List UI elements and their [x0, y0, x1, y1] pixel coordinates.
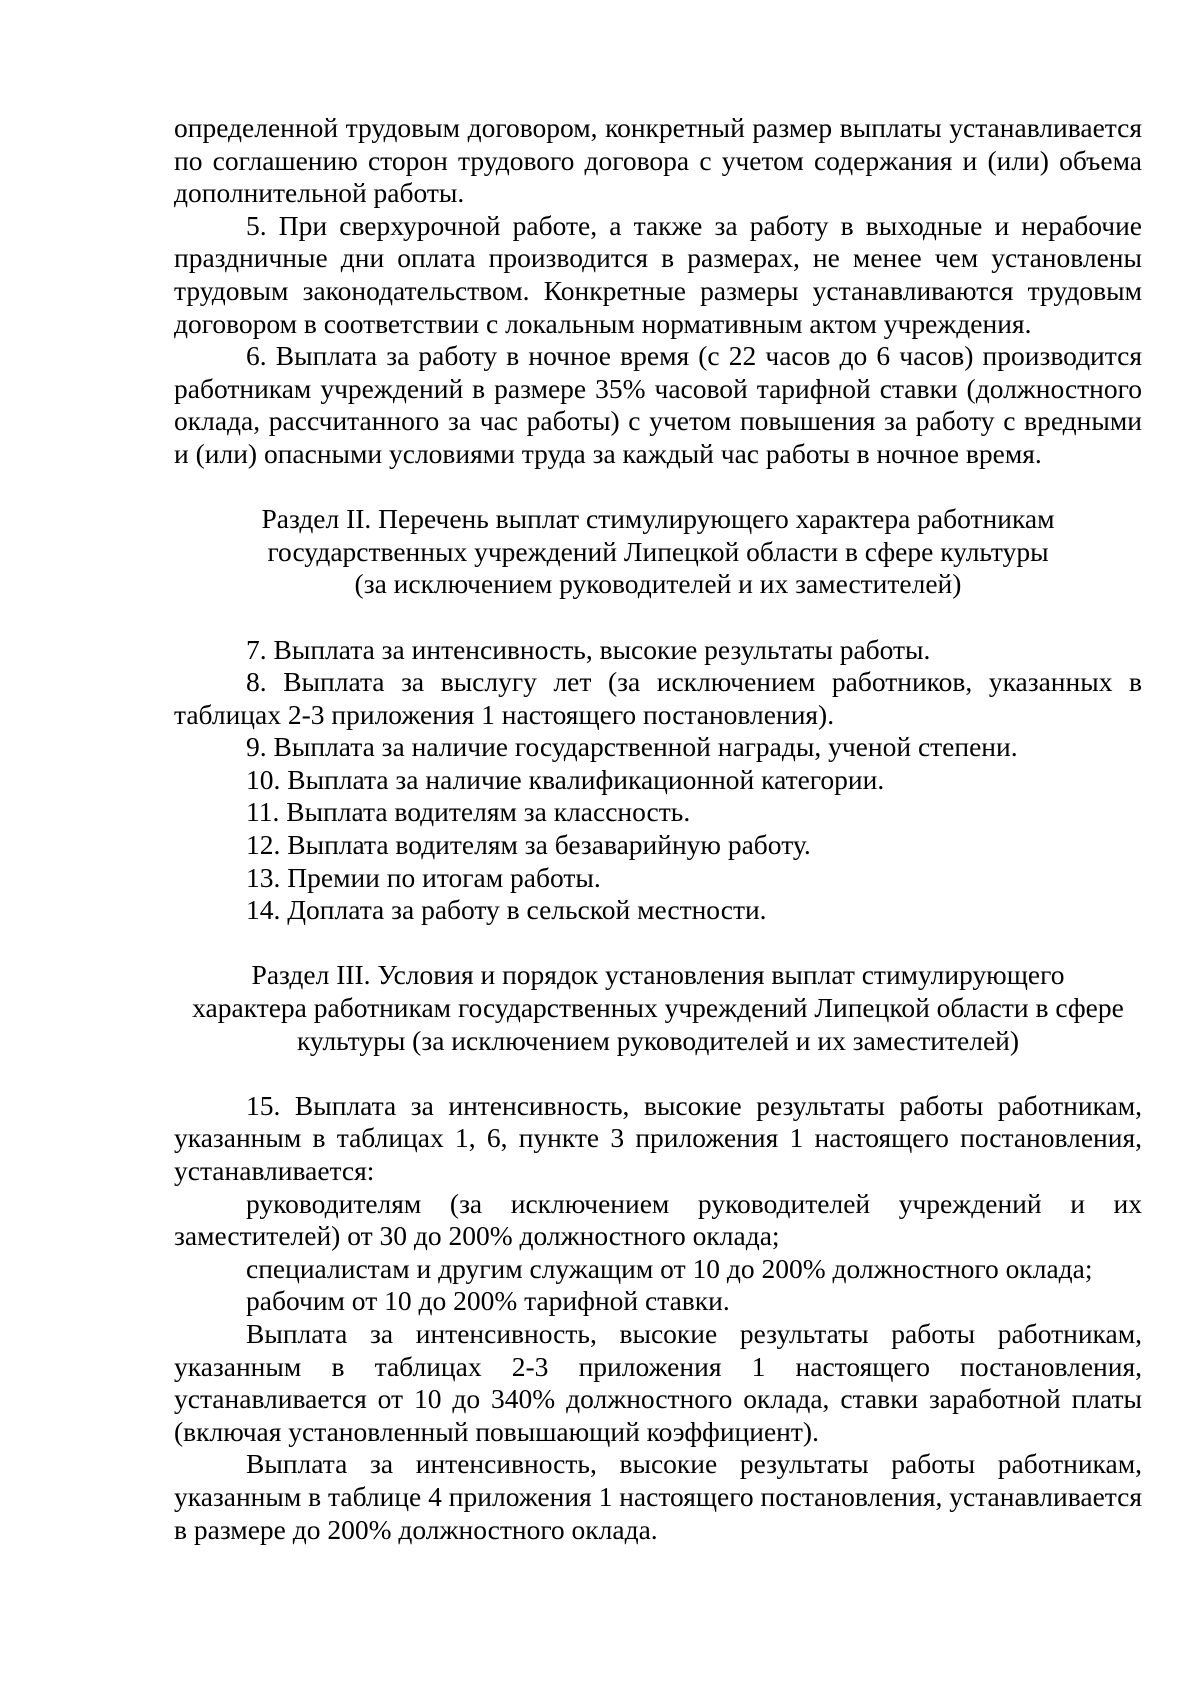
- paragraph-12: 12. Выплата водителям за безаварийную работу.: [246, 829, 811, 861]
- paragraph-6: 6. Выплата за работу в ночное время (с 22 часов до 6 часов) производится работникам учреждений в размере 35% часовой тарифной ставки (должностного оклада, рассчитанного за час работы) с учетом повышения за работу с вредными и (или) опасными условиями труда за каждый час работы в ночное время.: [174, 340, 1142, 469]
- paragraph-15-specialists: специалистам и другим служащим от 10 до 200% должностного оклада;: [246, 1252, 1093, 1284]
- spacer: [174, 927, 1142, 960]
- paragraph-15: 15. Выплата за интенсивность, высокие результаты работы работникам, указанным в таблицах 1, 6, пункте 3 приложения 1 настоящего постановления, устанавливается:: [174, 1089, 1142, 1186]
- section-3-heading: [174, 959, 1142, 1057]
- paragraph-15-table-4: Выплата за интенсивность, высокие результаты работы работникам, указанным в таблице 4 приложения 1 настоящего постановления, устанавливается в размере до 200% должностного оклада.: [174, 1448, 1142, 1545]
- paragraph-continuation: определенной трудовым договором, конкретный размер выплаты устанавливается по соглашению сторон трудового договора с учетом содержания и (или) объема дополнительной работы.: [174, 112, 1142, 209]
- section-2-heading: [174, 503, 1142, 601]
- section-3-heading-line-2: характера работникам государственных учреждений Липецкой области в сфере: [192, 992, 1124, 1024]
- paragraph-9: 9. Выплата за наличие государственной награды, ученой степени.: [246, 731, 1018, 763]
- paragraph-14: 14. Доплата за работу в сельской местности.: [246, 894, 767, 926]
- section-3-heading-line-1: Раздел III. Условия и порядок установления выплат стимулирующего: [251, 959, 1065, 991]
- paragraph-5: 5. При сверхурочной работе, а также за работу в выходные и нерабочие праздничные дни оплата производится в размерах, не менее чем установлены трудовым законодательством. Конкретные размеры устанавливаются трудовым договором в соответствии с локальным нормативным актом учреждения.: [174, 209, 1142, 339]
- spacer: [174, 471, 1142, 504]
- section-2-heading-line-2: государственных учреждений Липецкой области в сфере культуры: [267, 535, 1049, 567]
- paragraph-15-managers: руководителям (за исключением руководителей учреждений и их заместителей) от 30 до 200% должностного оклада;: [174, 1187, 1142, 1252]
- paragraph-10: 10. Выплата за наличие квалификационной категории.: [246, 763, 885, 795]
- document-page: [174, 112, 1142, 1546]
- paragraph-15-workers: рабочим от 10 до 200% тарифной ставки.: [246, 1285, 730, 1317]
- section-2-heading-line-1: Раздел II. Перечень выплат стимулирующего характера работникам: [261, 503, 1055, 535]
- section-2-heading-line-3: (за исключением руководителей и их заместителей): [354, 568, 962, 600]
- paragraph-11: 11. Выплата водителям за классность.: [246, 796, 691, 828]
- paragraph-8: 8. Выплата за выслугу лет (за исключением работников, указанных в таблицах 2-3 приложения 1 настоящего постановления).: [174, 666, 1142, 730]
- spacer: [174, 1057, 1142, 1090]
- paragraph-15-tables-2-3: Выплата за интенсивность, высокие результаты работы работникам, указанным в таблицах 2-3 приложения 1 настоящего постановления, устанавливается от 10 до 340% должностного оклада, ставки заработной платы (включая установленный повышающий коэффициент).: [174, 1317, 1142, 1447]
- paragraph-13: 13. Премии по итогам работы.: [246, 861, 601, 893]
- paragraph-7: 7. Выплата за интенсивность, высокие результаты работы.: [246, 633, 931, 665]
- spacer: [174, 601, 1142, 634]
- section-3-heading-line-3: культуры (за исключением руководителей и их заместителей): [296, 1024, 1020, 1056]
